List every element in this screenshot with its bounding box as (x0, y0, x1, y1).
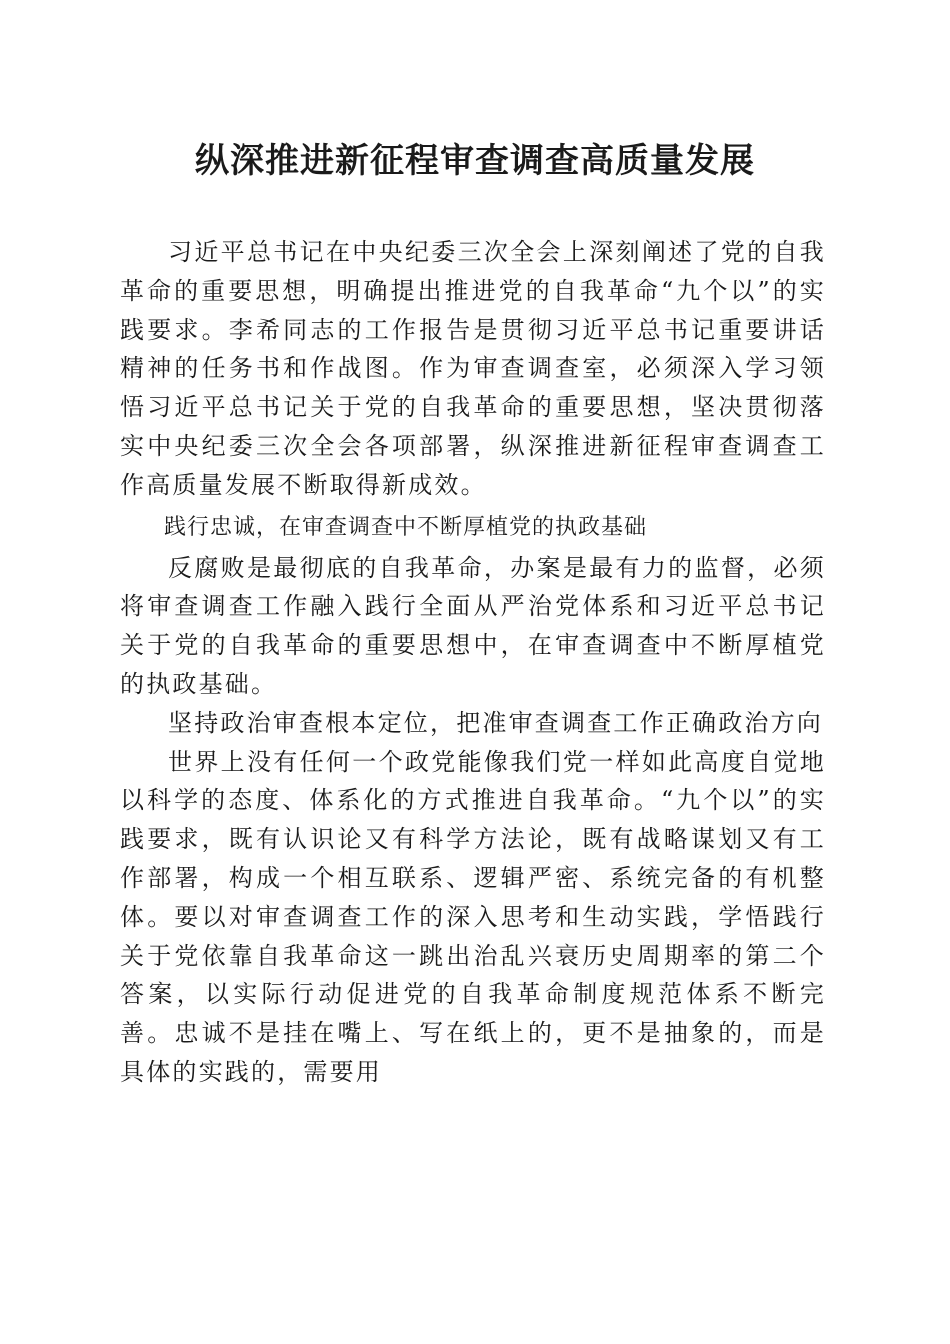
body-paragraph-1: 反腐败是最彻底的自我革命，办案是最有力的监督，必须将审查调查工作融入践行全面从严治党体系和习近平总书记关于党的自我革命的重要思想中，在审查调查中不断厚植党的执政基础。 (120, 553, 826, 698)
document-body (120, 233, 826, 1092)
section-heading: 践行忠诚，在审查调查中不断厚植党的执政基础 (164, 514, 648, 540)
body-paragraph-2: 世界上没有任何一个政党能像我们党一样如此高度自觉地以科学的态度、体系化的方式推进自我革命。“九个以”的实践要求，既有认识论又有科学方法论，既有战略谋划又有工作部署，构成一个相互联系、逻辑严密、系统完备的有机整体。要以对审查调查工作的深入思考和生动实践，学悟践行关于党依靠自我革命这一跳出治乱兴衰历史周期率的第二个答案，以实际行动促进党的自我革命制度规范体系不断完善。忠诚不是挂在嘴上、写在纸上的，更不是抽象的，而是具体的实践的，需要用 (120, 747, 826, 1086)
intro-paragraph: 习近平总书记在中央纪委三次全会上深刻阐述了党的自我革命的重要思想，明确提出推进党的自我革命“九个以”的实践要求。李希同志的工作报告是贯彻习近平总书记重要讲话精神的任务书和作战图。作为审查调查室，必须深入学习领悟习近平总书记关于党的自我革命的重要思想，坚决贯彻落实中央纪委三次全会各项部署，纵深推进新征程审查调查工作高质量发展不断取得新成效。 (120, 238, 826, 499)
document-title: 纵深推进新征程审查调查高质量发展 (195, 141, 755, 181)
subheading-paragraph: 坚持政治审查根本定位，把准审查调查工作正确政治方向 (168, 708, 823, 737)
